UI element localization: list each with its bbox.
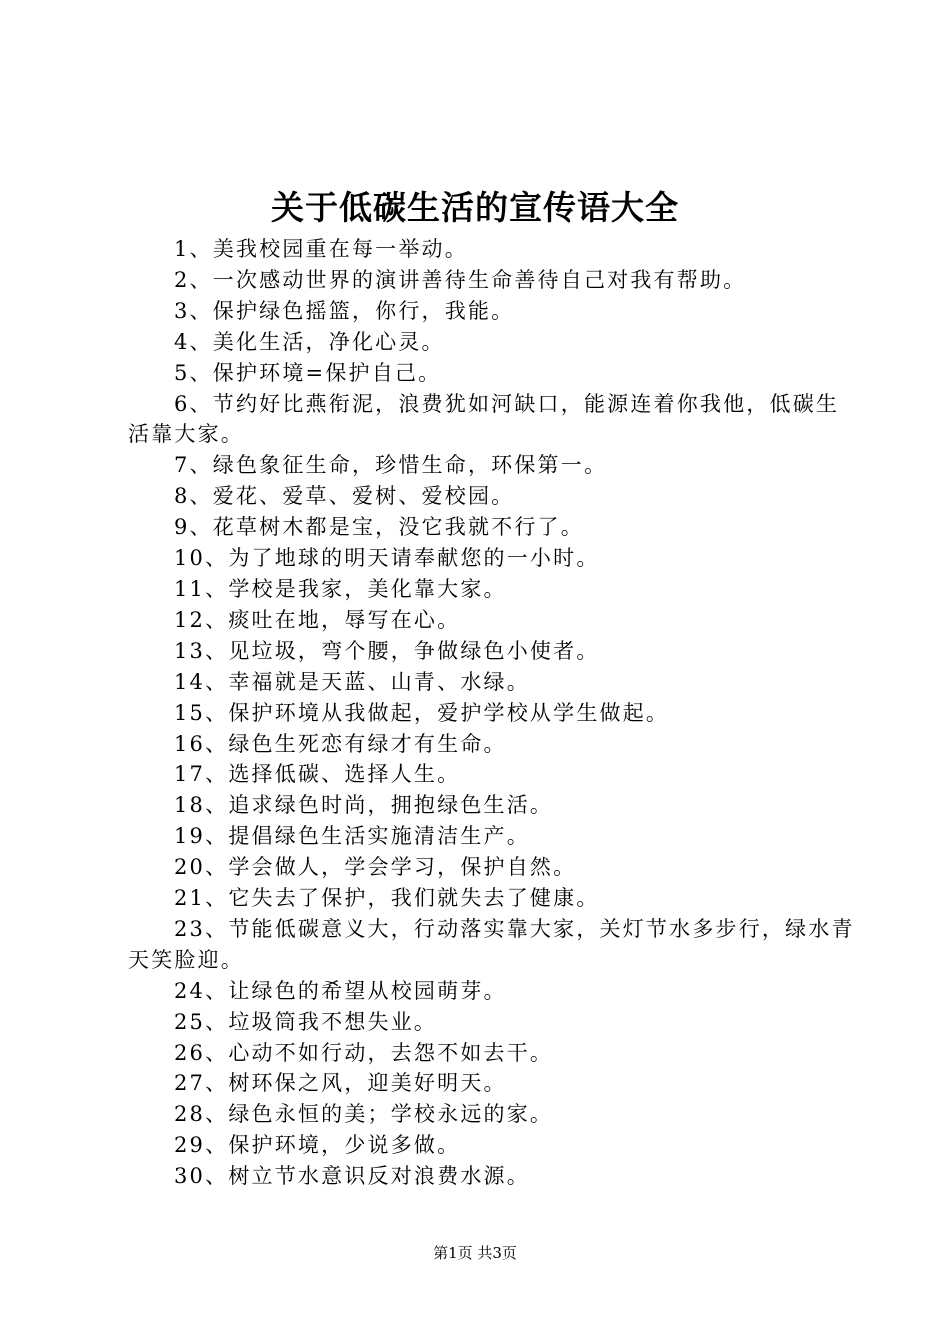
- list-item: 16、绿色生死恋有绿才有生命。: [174, 731, 507, 756]
- list-item: 15、保护环境从我做起，爱护学校从学生做起。: [174, 700, 670, 725]
- list-item: 1、美我校园重在每一举动。: [174, 237, 468, 261]
- list-item: 27、树环保之风，迎美好明天。: [174, 1071, 507, 1096]
- page-footer: 第1页 共3页: [433, 1244, 517, 1262]
- list-item: 3、保护绿色摇篮，你行，我能。: [174, 298, 515, 323]
- slogan-list: [128, 234, 858, 1192]
- list-item: 26、心动不如行动，去怨不如去干。: [174, 1040, 554, 1065]
- list-item: 30、树立节水意识反对浪费水源。: [174, 1164, 530, 1189]
- list-item: 19、提倡绿色生活实施清洁生产。: [174, 824, 530, 849]
- list-item: 10、为了地球的明天请奉献您的一小时。: [174, 546, 600, 571]
- list-item: 17、选择低碳、选择人生。: [174, 762, 461, 787]
- document-title: 关于低碳生活的宣传语大全: [271, 188, 679, 227]
- list-item: 21、它失去了保护，我们就失去了健康。: [174, 886, 600, 911]
- list-item: 12、痰吐在地，辱写在心。: [174, 607, 461, 632]
- list-item: 29、保护环境，少说多做。: [174, 1133, 461, 1158]
- list-item: 25、垃圾筒我不想失业。: [174, 1009, 438, 1034]
- list-item: 4、美化生活，净化心灵。: [174, 329, 445, 354]
- list-item: 7、绿色象征生命，珍惜生命，环保第一。: [174, 453, 608, 478]
- list-item: 9、花草树木都是宝，没它我就不行了。: [174, 515, 584, 540]
- list-item: 8、爱花、爱草、爱树、爱校园。: [174, 484, 515, 509]
- list-item: 2、一次感动世界的演讲善待生命善待自己对我有帮助。: [174, 267, 747, 292]
- list-item: 14、幸福就是天蓝、山青、水绿。: [174, 669, 530, 694]
- list-item: 5、保护环境=保护自己。: [174, 360, 442, 385]
- list-item: 13、见垃圾，弯个腰，争做绿色小使者。: [174, 638, 600, 663]
- list-item: 20、学会做人，学会学习，保护自然。: [174, 855, 577, 880]
- list-item: 11、学校是我家，美化靠大家。: [174, 576, 507, 601]
- list-item: 28、绿色永恒的美；学校永远的家。: [174, 1102, 554, 1127]
- list-item: 23、节能低碳意义大，行动落实靠大家，关灯节水多步行，绿水青天笑脸迎。: [128, 916, 855, 972]
- list-item: 24、让绿色的希望从校园萌芽。: [174, 978, 507, 1003]
- list-item: 6、节约好比燕衔泥，浪费犹如河缺口，能源连着你我他，低碳生活靠大家。: [128, 391, 840, 447]
- list-item: 18、追求绿色时尚，拥抱绿色生活。: [174, 793, 554, 818]
